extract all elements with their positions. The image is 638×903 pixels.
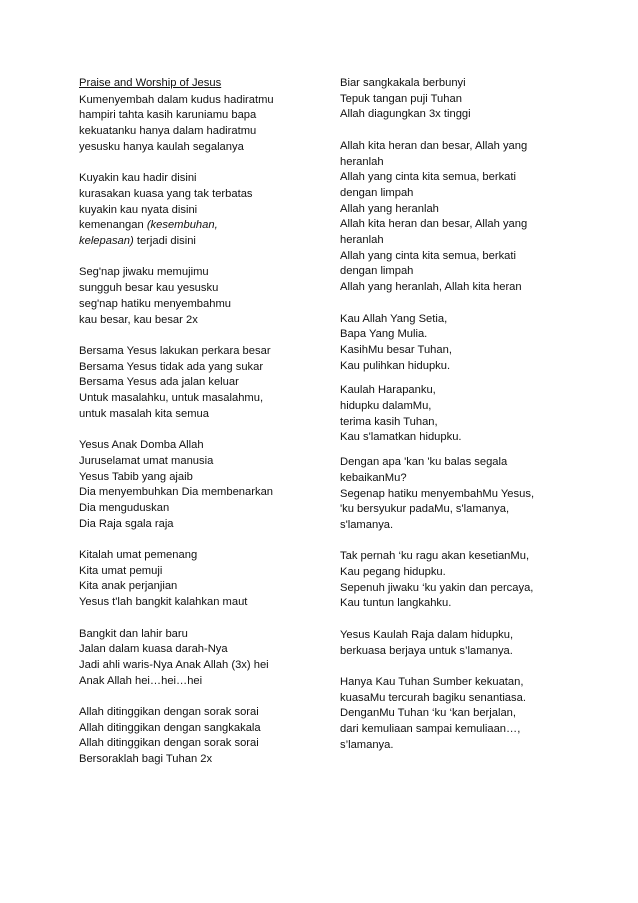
lyric-line: Yesus t'lah bangkit kalahkan maut: [79, 596, 248, 609]
lyric-line: 'ku bersyukur padaMu, s'lamanya,: [340, 503, 510, 516]
lyric-line: Seg'nap jiwaku memujimu: [79, 266, 209, 279]
lyric-line: Allah ditinggikan dengan sorak sorai: [79, 706, 259, 719]
stanza-8: [79, 705, 314, 768]
lyric-line: kebaikanMu?: [340, 471, 407, 484]
right-stanza-8: [340, 675, 570, 754]
left-column: [79, 76, 314, 768]
stanza-2: [79, 171, 314, 250]
lyric-line: yesusku hanya kaulah segalanya: [79, 140, 244, 153]
lyric-line: seg'nap hatiku menyembahmu: [79, 297, 232, 310]
lyric-line: dari kemuliaan sampai kemuliaan…,: [340, 723, 521, 736]
lyric-line: Bersama Yesus tidak ada yang sukar: [79, 360, 264, 373]
lyric-line: Allah yang heranlah, Allah kita heran: [340, 281, 522, 294]
lyric-line: Anak Allah hei…hei…hei: [79, 674, 203, 687]
stanza-1: [79, 93, 314, 156]
lyric-line: dengan limpah: [340, 186, 414, 199]
lyric-line: Bersama Yesus lakukan perkara besar: [79, 344, 271, 357]
lyric-line: Juruselamat umat manusia: [79, 454, 214, 467]
lyric-line: Allah ditinggikan dengan sangkakala: [79, 721, 261, 734]
lyric-line: kuasaMu tercurah bagiku senantiasa.: [340, 691, 526, 704]
lyric-line: Biar sangkakala berbunyi: [340, 77, 466, 89]
lyric-line: Tak pernah ‘ku ragu akan kesetianMu,: [340, 550, 530, 563]
lyric-line-kelepasan: [79, 234, 314, 250]
lyric-line: kau besar, kau besar 2x: [79, 313, 198, 326]
lyric-line: Kaulah Harapanku,: [340, 384, 436, 397]
lyric-line: Kuyakin kau hadir disini: [79, 172, 197, 185]
lyric-line: Bangkit dan lahir baru: [79, 627, 188, 640]
lyric-line: heranlah: [340, 155, 384, 168]
lyric-line: Allah ditinggikan dengan sorak sorai: [79, 737, 259, 750]
kelepasan-italic: kelepasan): [79, 235, 134, 248]
lyric-line: Kitalah umat pemenang: [79, 549, 198, 562]
lyric-line: Jadi ahli waris-Nya Anak Allah (3x) hei: [79, 658, 269, 671]
lyric-line: Dia menguduskan: [79, 501, 170, 514]
lyric-line: untuk masalah kita semua: [79, 407, 209, 420]
right-stanza-2: [340, 139, 570, 296]
kelepasan-suffix: terjadi disini: [133, 235, 196, 248]
lyric-line: Yesus Kaulah Raja dalam hidupku,: [340, 628, 514, 641]
lyric-line: Kita anak perjanjian: [79, 580, 178, 593]
lyric-line: Allah yang heranlah: [340, 202, 439, 215]
lyric-line: Allah diagungkan 3x tinggi: [340, 108, 471, 121]
stanza-6: [79, 548, 314, 611]
lyric-line: kuyakin kau nyata disini: [79, 203, 198, 216]
stanza-7: [79, 627, 314, 690]
lyric-line: Kau tuntun langkahku.: [340, 597, 452, 610]
stanza-3: [79, 265, 314, 328]
right-stanza-7: [340, 628, 570, 659]
kemenangan-prefix: kemenangan: [79, 219, 147, 232]
lyric-line: Dengan apa 'kan 'ku balas segala: [340, 456, 508, 469]
lyric-line: berkuasa berjaya untuk s’lamanya.: [340, 644, 513, 657]
lyric-line: terima kasih Tuhan,: [340, 415, 438, 428]
lyric-line: Bapa Yang Mulia.: [340, 328, 428, 341]
lyric-line: Dia menyembuhkan Dia membenarkan: [79, 486, 274, 499]
lyric-line: Hanya Kau Tuhan Sumber kekuatan,: [340, 675, 524, 688]
lyric-line: kurasakan kuasa yang tak terbatas: [79, 187, 253, 200]
lyric-line: Allah kita heran dan besar, Allah yang: [340, 218, 528, 231]
lyric-line: Sepenuh jiwaku ‘ku yakin dan percaya,: [340, 581, 534, 594]
right-column: [340, 76, 570, 753]
lyric-line: Tepuk tangan puji Tuhan: [340, 92, 462, 105]
lyric-line: Kau pegang hidupku.: [340, 566, 446, 579]
lyric-line: Allah kita heran dan besar, Allah yang: [340, 139, 528, 152]
lyric-line: Kumenyembah dalam kudus hadiratmu: [79, 93, 274, 106]
lyric-line: Kita umat pemuji: [79, 564, 163, 577]
right-stanza-6: [340, 549, 570, 612]
lyric-line: Allah yang cinta kita semua, berkati: [340, 249, 516, 262]
kemenangan-italic: (kesembuhan,: [146, 219, 218, 232]
lyric-line: Untuk masalahku, untuk masalahmu,: [79, 392, 264, 405]
lyric-line: Segenap hatiku menyembahMu Yesus,: [340, 487, 535, 500]
lyric-line: s'lamanya.: [340, 518, 394, 531]
lyric-line: Yesus Anak Domba Allah: [79, 439, 204, 452]
lyric-line: sungguh besar kau yesusku: [79, 282, 219, 295]
lyric-line: hampiri tahta kasih karuniamu bapa: [79, 109, 257, 122]
stanza-4: [79, 344, 314, 423]
lyric-line: Jalan dalam kuasa darah-Nya: [79, 643, 228, 656]
lyric-line: Bersoraklah bagi Tuhan 2x: [79, 753, 213, 766]
right-stanza-3: [340, 312, 570, 375]
lyric-line: Bersama Yesus ada jalan keluar: [79, 376, 239, 389]
right-stanza-4: [340, 383, 570, 446]
lyric-line: Dia Raja sgala raja: [79, 517, 174, 530]
lyric-line: heranlah: [340, 234, 384, 247]
stanza-5: [79, 438, 314, 532]
right-stanza-1: [340, 76, 570, 123]
lyric-line: kekuatanku hanya dalam hadiratmu: [79, 125, 257, 138]
lyric-line: Kau s'lamatkan hidupku.: [340, 431, 462, 444]
lyric-line: KasihMu besar Tuhan,: [340, 343, 452, 356]
lyric-line: Kau Allah Yang Setia,: [340, 312, 448, 325]
right-stanza-5: [340, 455, 570, 534]
page-title: Praise and Worship of Jesus: [79, 77, 222, 89]
lyric-line: s’lamanya.: [340, 738, 394, 751]
lyric-line: DenganMu Tuhan ‘ku ‘kan berjalan,: [340, 707, 517, 720]
lyric-line: Yesus Tabib yang ajaib: [79, 470, 193, 483]
lyric-line: dengan limpah: [340, 265, 414, 278]
lyric-line-kemenangan: [79, 218, 314, 234]
lyric-line: Allah yang cinta kita semua, berkati: [340, 171, 516, 184]
lyric-line: hidupku dalamMu,: [340, 400, 432, 413]
lyric-line: Kau pulihkan hidupku.: [340, 359, 451, 372]
